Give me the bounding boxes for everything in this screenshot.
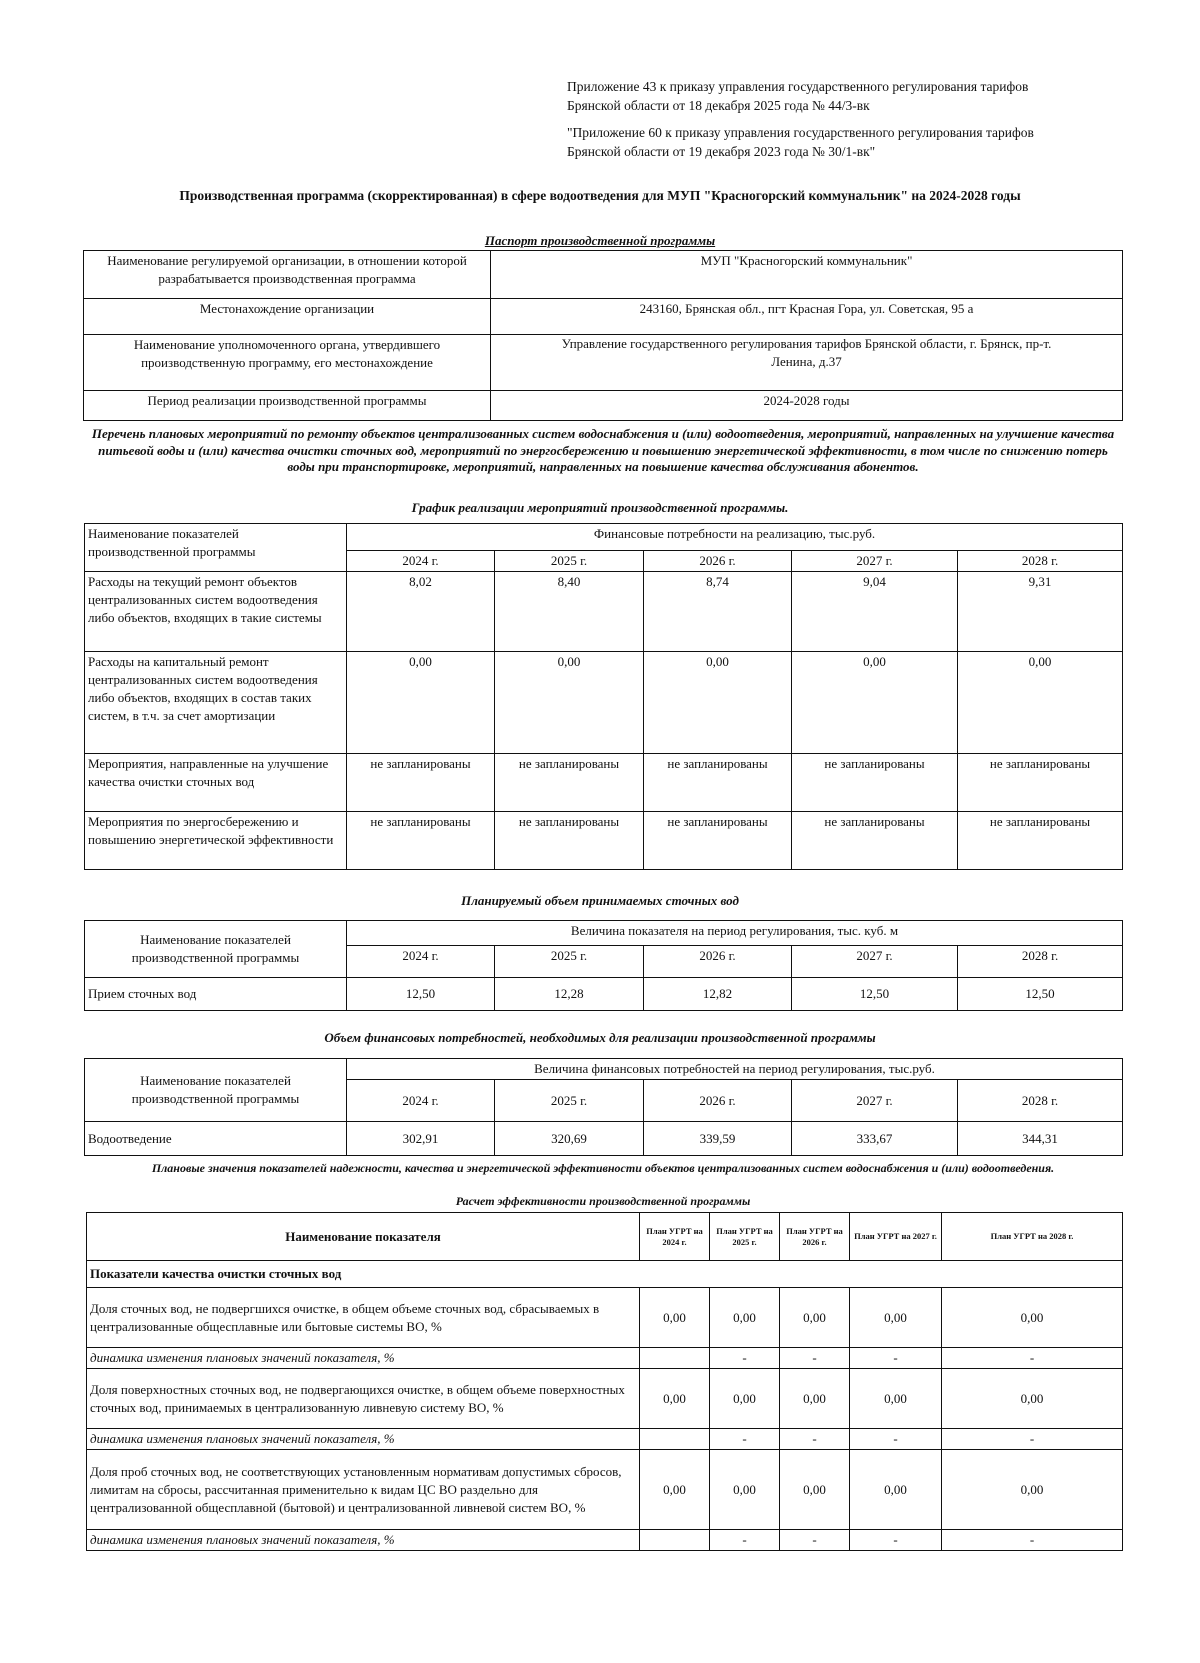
year-header: 2028 г. bbox=[958, 1080, 1123, 1122]
finance-value: 302,91 bbox=[347, 1122, 495, 1156]
indicator-value: 0,00 bbox=[710, 1288, 780, 1348]
year-header: 2025 г. bbox=[495, 551, 644, 572]
dash: - bbox=[710, 1530, 780, 1551]
dash: - bbox=[780, 1348, 850, 1369]
measure-value: 0,00 bbox=[644, 652, 792, 754]
volume-value: 12,50 bbox=[958, 978, 1123, 1011]
year-header: 2028 г. bbox=[958, 551, 1123, 572]
dynamics-label: динамика изменения плановых значений показателя, % bbox=[87, 1429, 640, 1450]
indicator-col-name: Наименование показателя bbox=[87, 1213, 640, 1261]
appendix-note-2-line1: "Приложение 60 к приказу управления государственного регулирования тарифов bbox=[567, 125, 1034, 140]
measure-value: 8,74 bbox=[644, 572, 792, 652]
measure-name: Мероприятия по энергосбережению и повышению энергетической эффективности bbox=[85, 812, 347, 870]
year-header: 2027 г. bbox=[792, 1080, 958, 1122]
indicators-table bbox=[86, 1212, 1123, 1551]
passport-row bbox=[84, 251, 1123, 299]
finance-col-group: Величина финансовых потребностей на период регулирования, тыс.руб. bbox=[347, 1059, 1123, 1080]
year-header: 2025 г. bbox=[495, 946, 644, 978]
measure-value: не запланированы bbox=[792, 812, 958, 870]
dynamics-row bbox=[87, 1348, 1123, 1369]
finance-title: Объем финансовых потребностей, необходимых для реализации производственной программы bbox=[324, 1030, 876, 1045]
dash: - bbox=[942, 1530, 1123, 1551]
appendix-note-1-line1: Приложение 43 к приказу управления государственного регулирования тарифов bbox=[567, 79, 1029, 94]
document-title: Производственная программа (скорректированная) в сфере водоотведения для МУП "Красногорский коммунальник" на 2024-2028 годы bbox=[179, 188, 1021, 203]
table-row bbox=[87, 1288, 1123, 1348]
dash: - bbox=[942, 1348, 1123, 1369]
year-header: 2028 г. bbox=[958, 946, 1123, 978]
passport-label: Наименование уполномоченного органа, утвердившего производственную программу, его местонахождение bbox=[84, 335, 491, 391]
volume-value: 12,50 bbox=[347, 978, 495, 1011]
table-row bbox=[85, 1122, 1123, 1156]
measure-value: 9,04 bbox=[792, 572, 958, 652]
passport-row bbox=[84, 299, 1123, 335]
passport-value: МУП "Красногорский коммунальник" bbox=[491, 251, 1123, 299]
indicator-value: 0,00 bbox=[640, 1450, 710, 1530]
measure-value: не запланированы bbox=[495, 754, 644, 812]
plan-header: План УГРТ на 2026 г. bbox=[780, 1213, 850, 1261]
measure-value: не запланированы bbox=[958, 754, 1123, 812]
appendix-note-2-line2: Брянской области от 19 декабря 2023 года № 30/1-вк" bbox=[567, 144, 876, 159]
measure-value: 0,00 bbox=[495, 652, 644, 754]
finance-value: 339,59 bbox=[644, 1122, 792, 1156]
measure-name: Мероприятия, направленные на улучшение качества очистки сточных вод bbox=[85, 754, 347, 812]
appendix-note-2 bbox=[567, 123, 1127, 161]
table-row bbox=[85, 652, 1123, 754]
dash: - bbox=[780, 1429, 850, 1450]
indicator-section: Показатели качества очистки сточных вод bbox=[87, 1261, 1123, 1288]
indicator-value: 0,00 bbox=[942, 1288, 1123, 1348]
indicator-value: 0,00 bbox=[710, 1369, 780, 1429]
finance-col-name: Наименование показателей производственной программы bbox=[85, 1059, 347, 1122]
table-row bbox=[85, 754, 1123, 812]
measure-name: Расходы на капитальный ремонт централизованных систем водоотведения либо объектов, входящих в состав таких систем, в т.ч. за счет амортизации bbox=[85, 652, 347, 754]
plan-header: План УГРТ на 2028 г. bbox=[942, 1213, 1123, 1261]
passport-label: Наименование регулируемой организации, в отношении которой разрабатывается производственная программа bbox=[84, 251, 491, 299]
passport-value: 2024-2028 годы bbox=[491, 391, 1123, 421]
passport-row bbox=[84, 335, 1123, 391]
plan-header: План УГРТ на 2025 г. bbox=[710, 1213, 780, 1261]
appendix-note-1 bbox=[567, 77, 1127, 115]
schedule-title: График реализации мероприятий производственной программы. bbox=[411, 500, 789, 515]
finance-value: 344,31 bbox=[958, 1122, 1123, 1156]
passport-label: Местонахождение организации bbox=[84, 299, 491, 335]
dash: - bbox=[850, 1348, 942, 1369]
year-header: 2026 г. bbox=[644, 1080, 792, 1122]
year-header: 2026 г. bbox=[644, 946, 792, 978]
dynamics-label: динамика изменения плановых значений показателя, % bbox=[87, 1348, 640, 1369]
indicator-name: Доля проб сточных вод, не соответствующих установленным нормативам допустимых сбросов, лимитам на сбросы, рассчитанная применительно к видам ЦС ВО раздельно для централизованной общесплавной (бытовой) и централизованной ливневой систем ВО, % bbox=[87, 1450, 640, 1530]
measure-value: не запланированы bbox=[347, 812, 495, 870]
table-row bbox=[87, 1450, 1123, 1530]
dash: - bbox=[942, 1429, 1123, 1450]
indicator-value: 0,00 bbox=[850, 1450, 942, 1530]
finance-table bbox=[84, 1058, 1123, 1156]
finance-row-name: Водоотведение bbox=[85, 1122, 347, 1156]
indicator-value: 0,00 bbox=[640, 1288, 710, 1348]
volume-col-group: Величина показателя на период регулирования, тыс. куб. м bbox=[347, 921, 1123, 946]
volume-row-name: Прием сточных вод bbox=[85, 978, 347, 1011]
volume-table bbox=[84, 920, 1123, 1011]
measures-col-group: Финансовые потребности на реализацию, тыс.руб. bbox=[347, 524, 1123, 551]
indicator-value: 0,00 bbox=[850, 1369, 942, 1429]
year-header: 2025 г. bbox=[495, 1080, 644, 1122]
volume-col-name: Наименование показателей производственной программы bbox=[85, 921, 347, 978]
indicator-name: Доля поверхностных сточных вод, не подвергающихся очистке, в общем объеме поверхностных сточных вод, принимаемых в централизованную ливневую систему ВО, % bbox=[87, 1369, 640, 1429]
measure-value: не запланированы bbox=[644, 812, 792, 870]
dash: - bbox=[710, 1348, 780, 1369]
table-row bbox=[85, 572, 1123, 652]
year-header: 2026 г. bbox=[644, 551, 792, 572]
measure-value: не запланированы bbox=[347, 754, 495, 812]
measures-table bbox=[84, 523, 1123, 870]
passport-row bbox=[84, 391, 1123, 421]
indicator-value: 0,00 bbox=[640, 1369, 710, 1429]
passport-label: Период реализации производственной программы bbox=[84, 391, 491, 421]
indicator-value: 0,00 bbox=[850, 1288, 942, 1348]
measure-value: 0,00 bbox=[958, 652, 1123, 754]
finance-value: 320,69 bbox=[495, 1122, 644, 1156]
efficiency-title: Расчет эффективности производственной программы bbox=[455, 1194, 751, 1208]
year-header: 2027 г. bbox=[792, 551, 958, 572]
table-row bbox=[85, 978, 1123, 1011]
dynamics-row bbox=[87, 1530, 1123, 1551]
measures-intro: Перечень плановых мероприятий по ремонту объектов централизованных систем водоснабжения и (или) водоотведения, мероприятий, направленных на улучшение качества питьевой воды и (или) качества очистки сточных вод, мероприятий по энергосбережению и повышению энергетической эффективности, в том числе по снижению потерь воды при транспортировке, мероприятий, направленных на повышение качества обслуживания абонентов. bbox=[91, 426, 1115, 474]
year-header: 2024 г. bbox=[347, 551, 495, 572]
measure-value: не запланированы bbox=[958, 812, 1123, 870]
measure-value: 0,00 bbox=[347, 652, 495, 754]
volume-value: 12,82 bbox=[644, 978, 792, 1011]
volume-value: 12,50 bbox=[792, 978, 958, 1011]
indicator-value: 0,00 bbox=[780, 1369, 850, 1429]
measure-name: Расходы на текущий ремонт объектов централизованных систем водоотведения либо объектов, входящих в такие системы bbox=[85, 572, 347, 652]
year-header: 2024 г. bbox=[347, 946, 495, 978]
measure-value: не запланированы bbox=[495, 812, 644, 870]
passport-title: Паспорт производственной программы bbox=[484, 233, 716, 248]
dash: - bbox=[850, 1530, 942, 1551]
measure-value: 8,02 bbox=[347, 572, 495, 652]
measure-value: 9,31 bbox=[958, 572, 1123, 652]
indicators-title: Плановые значения показателей надежности, качества и энергетической эффективности объектов централизованных систем водоснабжения и (или) водоотведения. bbox=[151, 1161, 1055, 1175]
dash: - bbox=[780, 1530, 850, 1551]
table-row bbox=[87, 1369, 1123, 1429]
plan-header: План УГРТ на 2024 г. bbox=[640, 1213, 710, 1261]
year-header: 2024 г. bbox=[347, 1080, 495, 1122]
indicator-value: 0,00 bbox=[942, 1450, 1123, 1530]
table-row bbox=[85, 812, 1123, 870]
indicator-value: 0,00 bbox=[942, 1369, 1123, 1429]
indicator-value: 0,00 bbox=[780, 1450, 850, 1530]
dash: - bbox=[710, 1429, 780, 1450]
measure-value: не запланированы bbox=[644, 754, 792, 812]
dash: - bbox=[850, 1429, 942, 1450]
passport-value: 243160, Брянская обл., пгт Красная Гора, ул. Советская, 95 а bbox=[491, 299, 1123, 335]
year-header: 2027 г. bbox=[792, 946, 958, 978]
indicator-value: 0,00 bbox=[710, 1450, 780, 1530]
volume-value: 12,28 bbox=[495, 978, 644, 1011]
measure-value: 8,40 bbox=[495, 572, 644, 652]
appendix-note-1-line2: Брянской области от 18 декабря 2025 года № 44/3-вк bbox=[567, 98, 870, 113]
finance-value: 333,67 bbox=[792, 1122, 958, 1156]
measure-value: не запланированы bbox=[792, 754, 958, 812]
indicator-value: 0,00 bbox=[780, 1288, 850, 1348]
measure-value: 0,00 bbox=[792, 652, 958, 754]
volume-title: Планируемый объем принимаемых сточных вод bbox=[461, 893, 739, 908]
indicator-name: Доля сточных вод, не подвергшихся очистке, в общем объеме сточных вод, сбрасываемых в централизованные общесплавные или бытовые системы ВО, % bbox=[87, 1288, 640, 1348]
dynamics-row bbox=[87, 1429, 1123, 1450]
passport-value: Управление государственного регулирования тарифов Брянской области, г. Брянск, пр-т. Ленина, д.37 bbox=[491, 335, 1123, 391]
plan-header: План УГРТ на 2027 г. bbox=[850, 1213, 942, 1261]
measures-col-name: Наименование показателей производственной программы bbox=[85, 524, 347, 572]
passport-table bbox=[83, 250, 1123, 421]
dynamics-label: динамика изменения плановых значений показателя, % bbox=[87, 1530, 640, 1551]
